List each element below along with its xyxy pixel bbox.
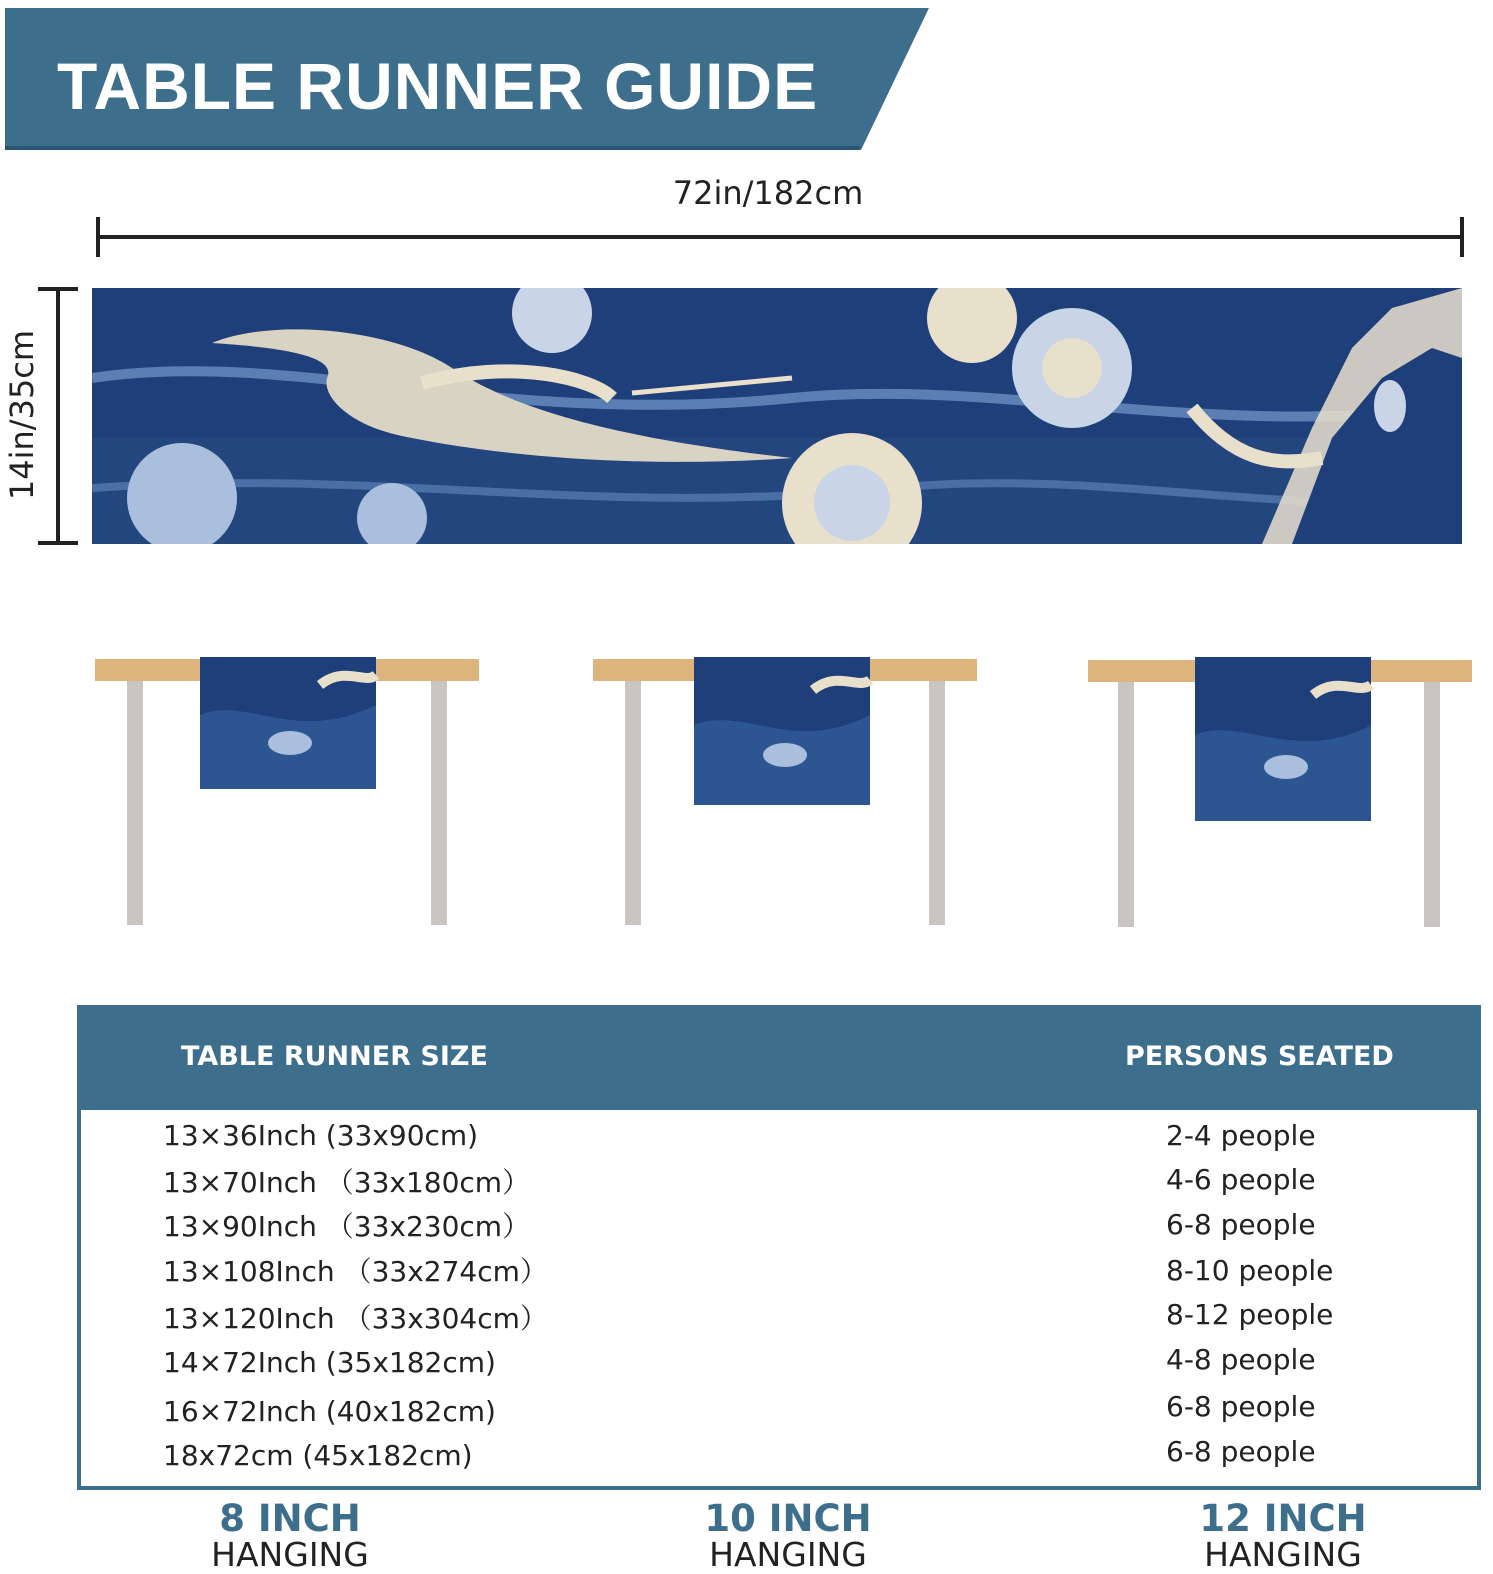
height-dimension-line bbox=[36, 286, 80, 548]
hanging-size-label: 8 INCH bbox=[219, 1497, 361, 1540]
row-seated: 4-6 people bbox=[1166, 1163, 1316, 1196]
hanging-size-label: 10 INCH bbox=[704, 1497, 872, 1540]
row-size: 13×120Inch （33x304cm） bbox=[163, 1302, 548, 1335]
row-size: 13×90Inch （33x230cm） bbox=[163, 1210, 531, 1243]
seated-column-header: PERSONS SEATED bbox=[1125, 1041, 1394, 1072]
row-seated: 2-4 people bbox=[1166, 1119, 1316, 1152]
row-size: 13×70Inch （33x180cm） bbox=[163, 1166, 531, 1199]
row-seated: 4-8 people bbox=[1166, 1343, 1316, 1376]
row-size: 13×108Inch （33x274cm） bbox=[163, 1255, 548, 1288]
hanging-label: HANGING bbox=[211, 1535, 369, 1574]
row-size: 18x72cm (45x182cm) bbox=[163, 1439, 473, 1472]
hanging-table-10 bbox=[593, 655, 983, 1574]
row-size: 13×36Inch (33x90cm) bbox=[163, 1119, 479, 1152]
row-size: 16×72Inch (40x182cm) bbox=[163, 1395, 496, 1428]
row-seated: 6-8 people bbox=[1166, 1390, 1316, 1423]
crane-floral-pattern bbox=[92, 288, 1462, 544]
page-title: TABLE RUNNER GUIDE bbox=[57, 49, 819, 123]
row-seated: 8-10 people bbox=[1166, 1254, 1334, 1287]
title-banner bbox=[5, 8, 935, 150]
table-runner-image bbox=[92, 288, 1462, 544]
size-table bbox=[77, 1005, 1481, 1490]
table-drawing bbox=[593, 655, 983, 927]
runner-height-label: 14in/35cm bbox=[3, 329, 41, 501]
table-drawing bbox=[95, 655, 485, 927]
row-seated: 6-8 people bbox=[1166, 1435, 1316, 1468]
width-dimension-line bbox=[94, 215, 1466, 259]
runner-width-label: 72in/182cm bbox=[672, 174, 864, 212]
size-column-header: TABLE RUNNER SIZE bbox=[181, 1041, 488, 1072]
row-seated: 6-8 people bbox=[1166, 1208, 1316, 1241]
hanging-label: HANGING bbox=[709, 1535, 867, 1574]
row-seated: 8-12 people bbox=[1166, 1298, 1334, 1331]
hanging-label: HANGING bbox=[1204, 1535, 1362, 1574]
size-table-header bbox=[77, 1005, 1481, 1110]
row-size: 14×72Inch (35x182cm) bbox=[163, 1346, 496, 1379]
hanging-size-label: 12 INCH bbox=[1199, 1497, 1367, 1540]
table-drawing bbox=[1088, 655, 1478, 927]
